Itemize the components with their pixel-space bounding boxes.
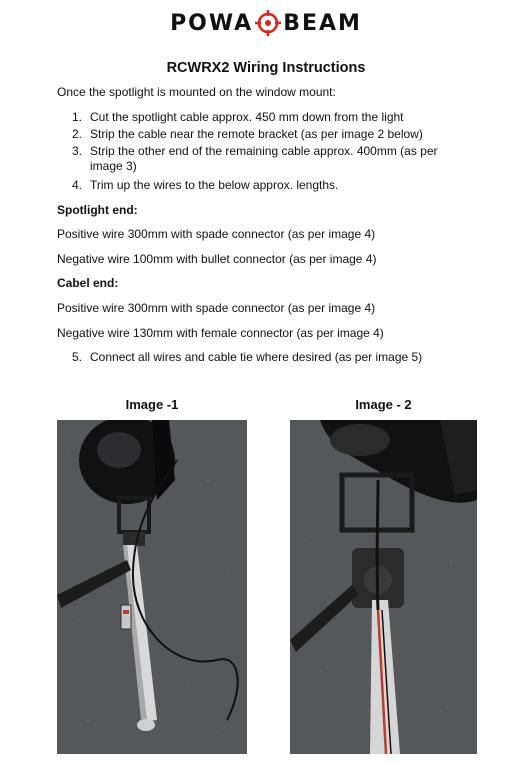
step-item bbox=[72, 110, 472, 125]
step-number: 1. bbox=[72, 110, 83, 124]
brand-logo bbox=[0, 6, 532, 40]
step-number: 3. bbox=[72, 144, 83, 158]
step-number: 2. bbox=[72, 127, 83, 141]
cabel-positive-text: Positive wire 300mm with spade connector (as per image 4) bbox=[57, 301, 376, 315]
step-item bbox=[72, 127, 472, 142]
logo-text-right: BEAM bbox=[283, 10, 362, 36]
image-2-photo bbox=[290, 420, 477, 754]
step-text: Connect all wires and cable tie where desired (as per image 5) bbox=[90, 350, 423, 364]
step-text: Strip the other end of the remaining cable approx. 400mm (as per image 3) bbox=[90, 144, 438, 173]
step-number: 4. bbox=[72, 178, 83, 192]
spotlight-end-heading: Spotlight end: bbox=[57, 203, 138, 217]
crosshair-logo-icon bbox=[255, 10, 281, 36]
spotlight-negative-text: Negative wire 100mm with bullet connector (as per image 4) bbox=[57, 252, 377, 266]
cabel-negative-text: Negative wire 130mm with female connector (as per image 4) bbox=[57, 326, 384, 340]
spotlight-mount-photo-2 bbox=[290, 420, 477, 754]
step-text: Cut the spotlight cable approx. 450 mm down from the light bbox=[90, 110, 404, 124]
logo-text-left: POWA bbox=[170, 10, 254, 36]
intro-text: Once the spotlight is mounted on the window mount: bbox=[57, 85, 336, 99]
image-2-caption: Image - 2 bbox=[355, 397, 412, 412]
step-number: 5. bbox=[72, 350, 83, 364]
step-item bbox=[72, 144, 464, 174]
document-title: RCWRX2 Wiring Instructions bbox=[166, 60, 366, 76]
step-item bbox=[72, 178, 472, 193]
step-item bbox=[72, 350, 472, 365]
image-1-caption: Image -1 bbox=[125, 397, 179, 412]
step-text: Trim up the wires to the below approx. lengths. bbox=[90, 178, 339, 192]
spotlight-positive-text: Positive wire 300mm with spade connector (as per image 4) bbox=[57, 227, 376, 241]
cabel-end-heading: Cabel end: bbox=[57, 276, 119, 290]
spotlight-mount-photo-1 bbox=[57, 420, 247, 754]
image-1-photo bbox=[57, 420, 247, 754]
step-text: Strip the cable near the remote bracket (as per image 2 below) bbox=[90, 127, 423, 141]
